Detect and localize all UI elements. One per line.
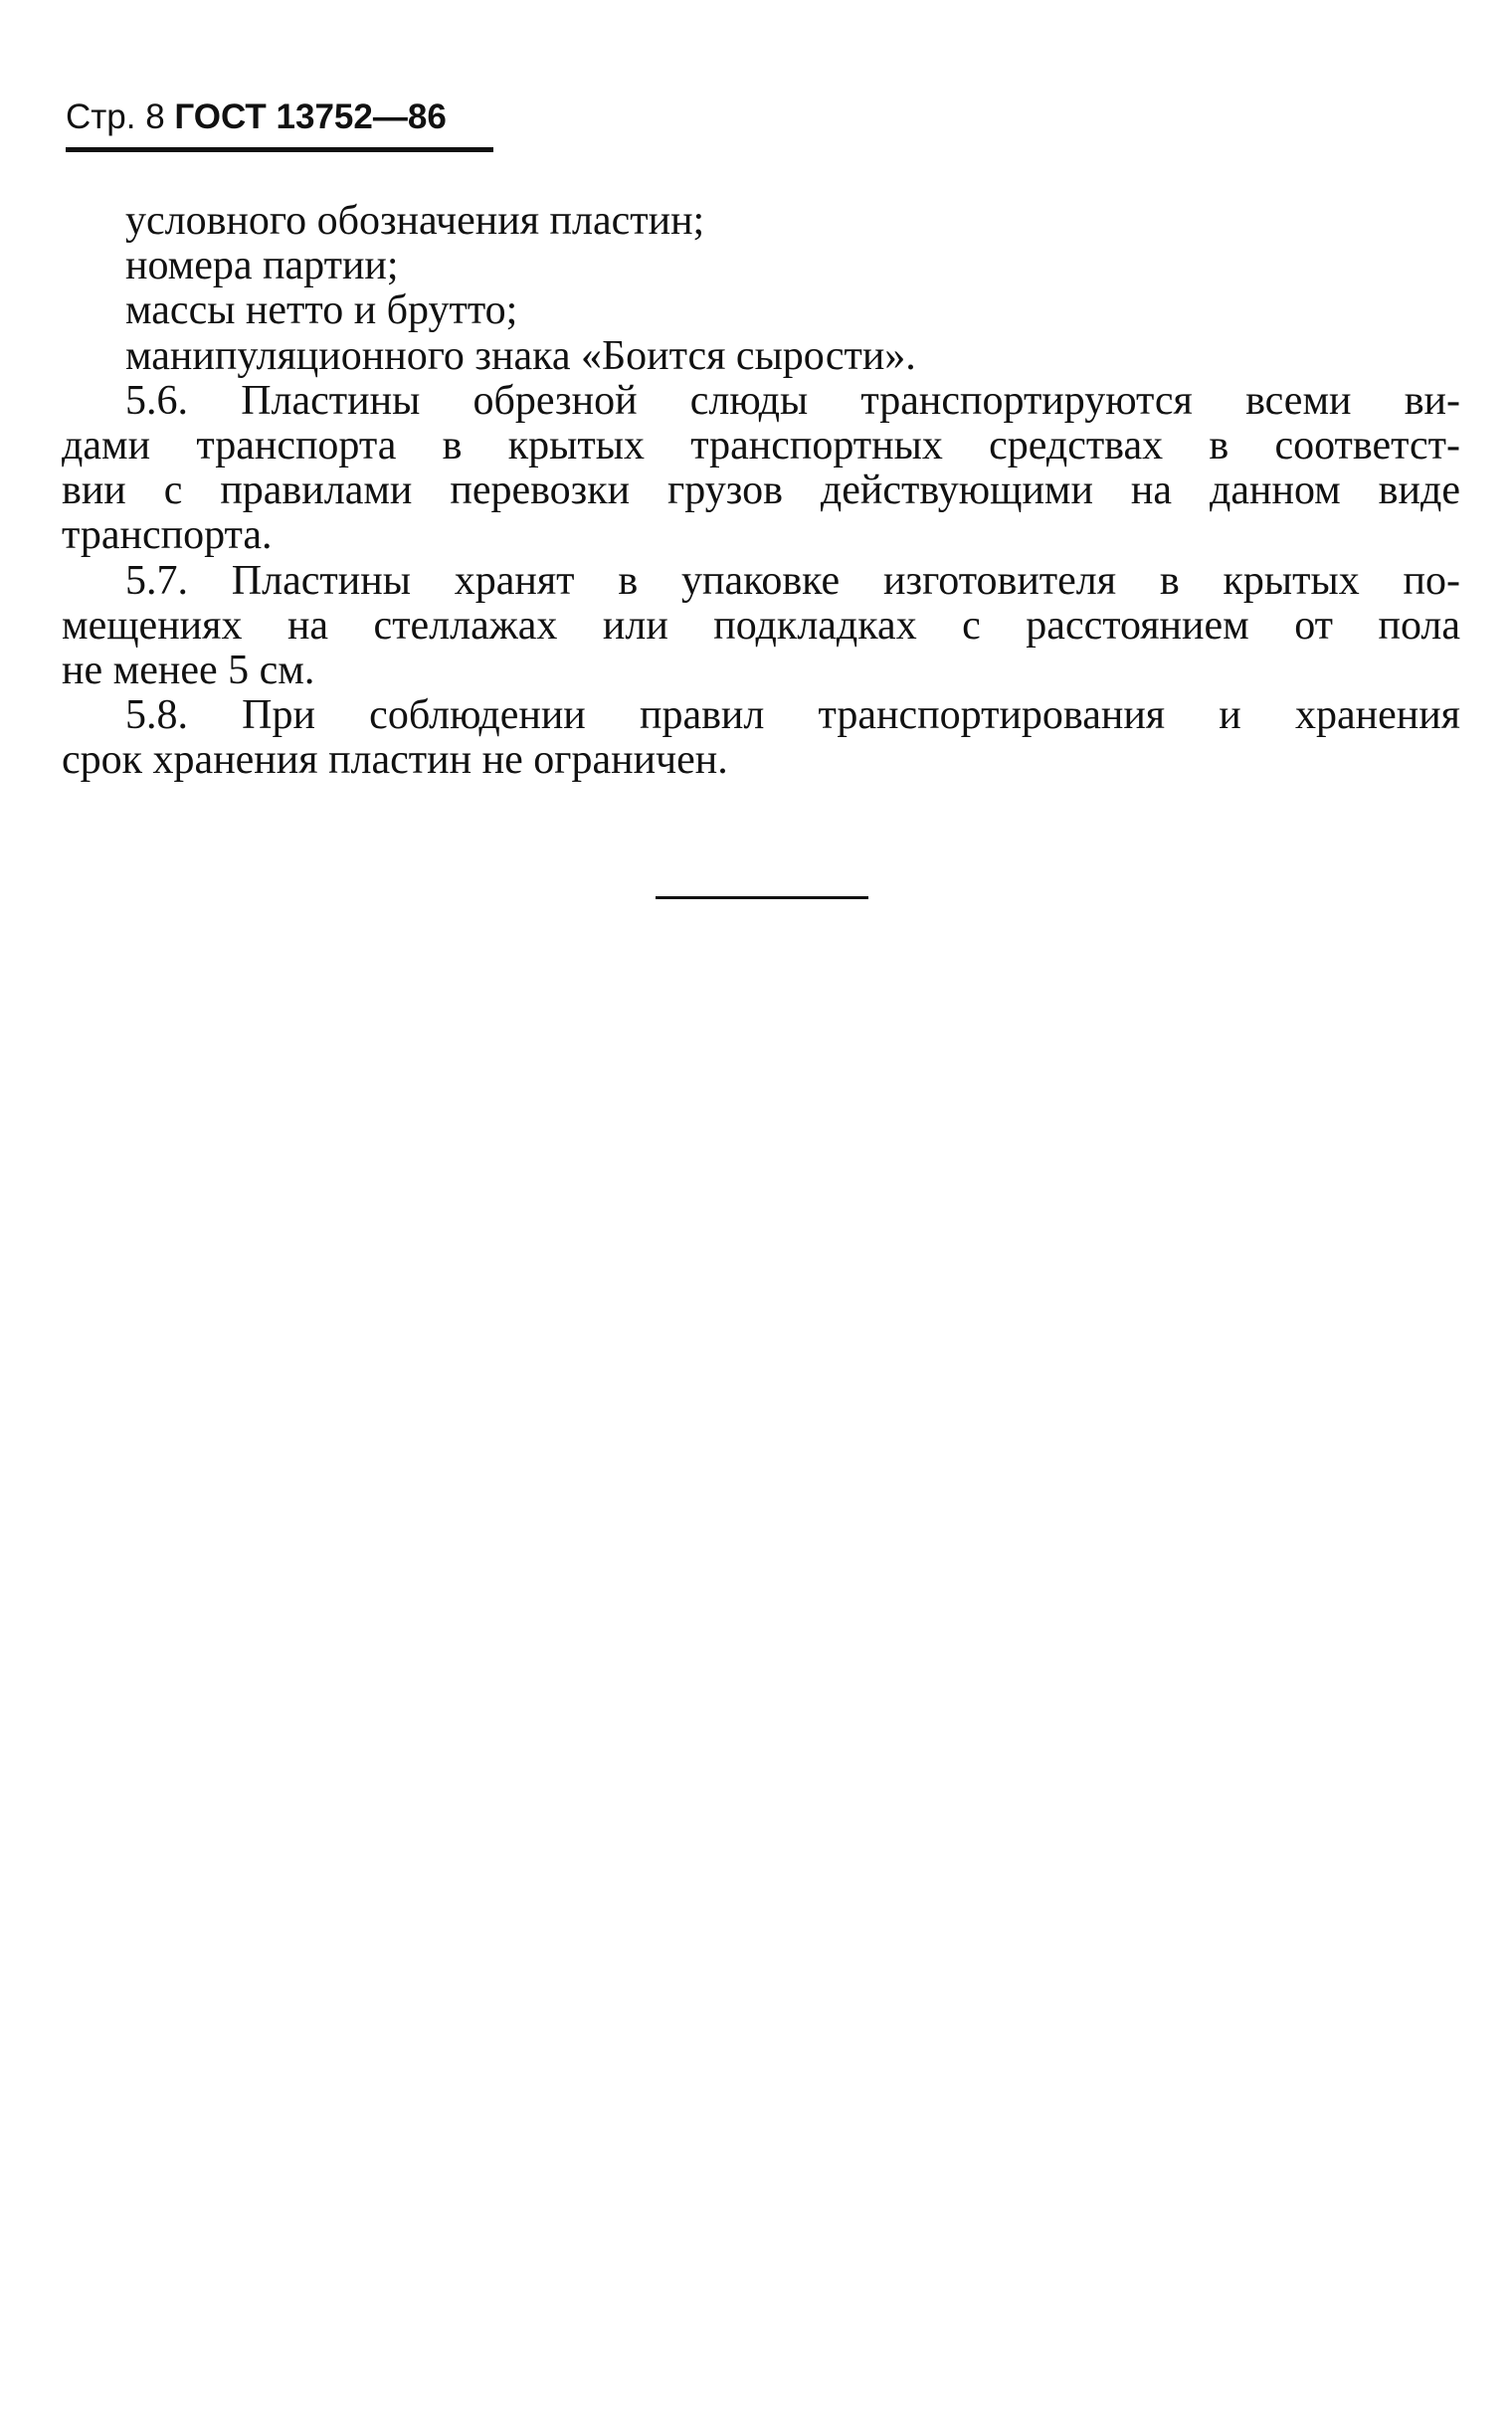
text-line: срок хранения пластин не ограничен.	[62, 737, 728, 784]
text-line: 5.7. Пластины хранят в упаковке изготовителя в крытых по-	[125, 557, 1460, 604]
page-number: Стр. 8	[66, 97, 165, 136]
text-line: массы нетто и брутто;	[125, 287, 518, 334]
text-line: номера партии;	[125, 243, 399, 289]
end-of-text-rule	[656, 896, 868, 899]
text-line: 5.6. Пластины обрезной слюды транспортируются всеми ви-	[125, 377, 1460, 424]
text-line: манипуляционного знака «Боится сырости».	[125, 332, 916, 379]
text-line: дами транспорта в крытых транспортных средствах в соответст-	[62, 422, 1460, 468]
text-line: не менее 5 см.	[62, 647, 315, 693]
text-line: мещениях на стеллажах или подкладках с расстоянием от пола	[62, 602, 1460, 649]
standard-number: ГОСТ 13752—86	[174, 97, 447, 136]
body-text	[62, 199, 1460, 783]
text-line: вии с правилами перевозки грузов действующими на данном виде	[62, 468, 1460, 514]
text-line: транспорта.	[62, 512, 273, 559]
text-line: условного обозначения пластин;	[125, 198, 705, 244]
running-header	[66, 94, 493, 152]
text-line: 5.8. При соблюдении правил транспортирования и хранения	[125, 692, 1460, 739]
